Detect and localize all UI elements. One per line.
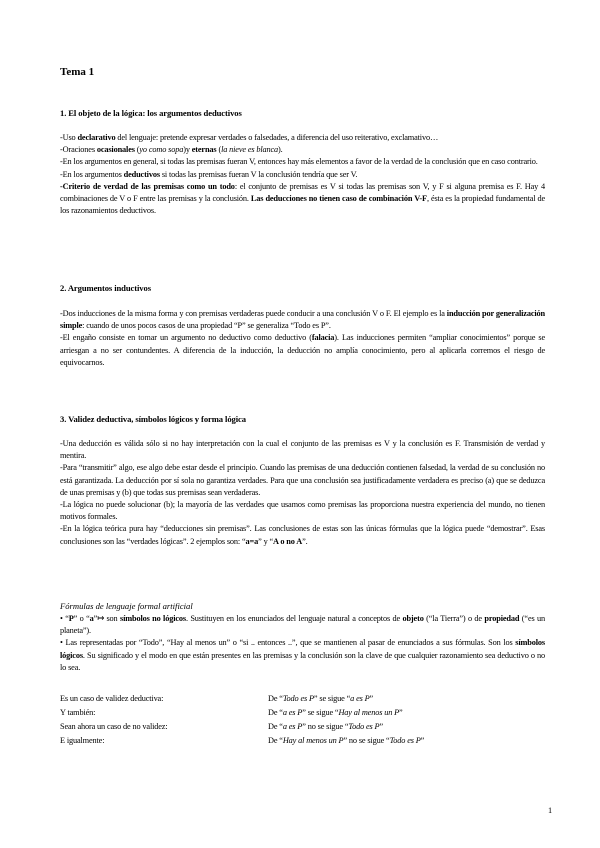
paragraph-argumentos-general: -En los argumentos en general, si todas las premisas fueran V, entonces hay más elementos a favor de la verdad de la conclusión que en caso contrario. [60, 157, 538, 167]
paragraph-argumentos-deductivos: -En los argumentos deductivos si todas las premisas fueran V la conclusión tendría que ser V. [60, 169, 358, 179]
paragraph-induccion: -Dos inducciones de la misma forma y con premisas verdaderas puede conducir a una conclusión V o F. El ejemplo es la inducción por generalización simple: cuando de unos pocos casos de una propiedad “P” se generaliza “Todo es P”. [60, 309, 545, 331]
section-3-body [60, 438, 545, 548]
document-title: Tema 1 [60, 66, 95, 78]
section-1-heading: 1. El objeto de la lógica: los argumentos deductivos [60, 108, 242, 118]
paragraph-validez: -Una deducción es válida sólo si no hay interpretación con la cual el conjunto de las premisas es V y la conclusión es F. Transmisión de verdad y mentira. [60, 439, 545, 461]
example-statement: De “a es P” no se sigue “Todo es P” [268, 722, 383, 731]
paragraph-verdades-logicas: -En la lógica teórica pura hay “deducciones sin premisas”. Las conclusiones de estas son las únicas fórmulas que la lógica puede “demostrar”. Esas conclusiones son las “verdades lógicas”. 2 ejemplos son: “a=a” y “A o no A”. [60, 524, 545, 546]
paragraph-transmitir: -Para “transmitir” algo, ese algo debe estar desde el principio. Cuando las premisas de una deducción contienen falsedad, la verdad de su conclusión no está garantizada. La deducción por sí sola no garantiza verdades. Para que una conclusión sea justificadamente verdadera es preciso (a) que se deduzca de unas premisas y (b) que todas sus premisas sean verdaderas. [60, 463, 545, 497]
section-2-body [60, 308, 545, 369]
formal-language-body [60, 613, 545, 674]
example-label: Y también: [60, 708, 96, 717]
paragraph-criterio-verdad: -Criterio de verdad de las premisas como un todo: el conjunto de premisas es V si todas las premisas son V, y F si alguna premisa es F. Hay 4 combinaciones de V o F entre las premisas y la conclusión. Las deducciones no tienen caso de combinación V-F, ésta es la propiedad fundamental de los razonamientos deductivos. [60, 181, 546, 216]
formal-language-heading: Fórmulas de lenguaje formal artificial [60, 601, 193, 611]
example-statement: De “Todo es P” se sigue “a es P” [268, 694, 374, 703]
bullet-simbolos-no-logicos: • “P” o “a”↦ son símbolos no lógicos. Sustituyen en los enunciados del lenguaje natural a conceptos de objeto (“la Tierra”) o de propiedad (“es un planeta”). [60, 614, 546, 636]
paragraph-engano: -El engaño consiste en tomar un argumento no deductivo como deductivo (falacia). Las inducciones permiten “ampliar conocimientos” porque se arriesgan a no ser contundentes. A diferencia de la inducción, la deducción no amplía conocimiento, pero al aplicarla corremos el riesgo de equivocarnos. [60, 333, 545, 367]
bullet-simbolos-logicos: • Las representadas por “Todo”, “Hay al menos un” o “si .. entonces ..”, que se mantienen al pasar de enunciados a sus fórmulas. Son los símbolos lógicos. Su significado y el modo en que están presentes en las premisas y la conclusión son la clave de que cualquier razonamiento sea deductivo o no lo sea. [60, 638, 545, 672]
example-label: Sean ahora un caso de no validez: [60, 722, 168, 731]
paragraph-uso-declarativo: -Uso declarativo del lenguaje: pretende expresar verdades o falsedades, a diferencia del uso reiterativo, exclamativo… [60, 133, 439, 142]
page-number: 1 [548, 806, 553, 815]
section-3-heading: 3. Validez deductiva, símbolos lógicos y forma lógica [60, 414, 246, 424]
section-1-body [60, 132, 545, 217]
example-label: Es un caso de validez deductiva: [60, 694, 164, 703]
example-label: E igualmente: [60, 736, 105, 745]
paragraph-oraciones: -Oraciones ocasionales (yo como sopa)y eternas (la nieve es blanca). [60, 145, 283, 155]
example-statement: De “Hay al menos un P” no se sigue “Todo es P” [268, 736, 425, 745]
paragraph-limites-logica: -La lógica no puede solucionar (b); la mayoría de las verdades que usamos como premisas las proporciona nuestra experiencia del mundo, no tienen motivos formales. [60, 500, 545, 522]
example-statement: De “a es P” se sigue “Hay al menos un P” [268, 708, 403, 717]
section-2-heading: 2. Argumentos inductivos [60, 283, 151, 293]
